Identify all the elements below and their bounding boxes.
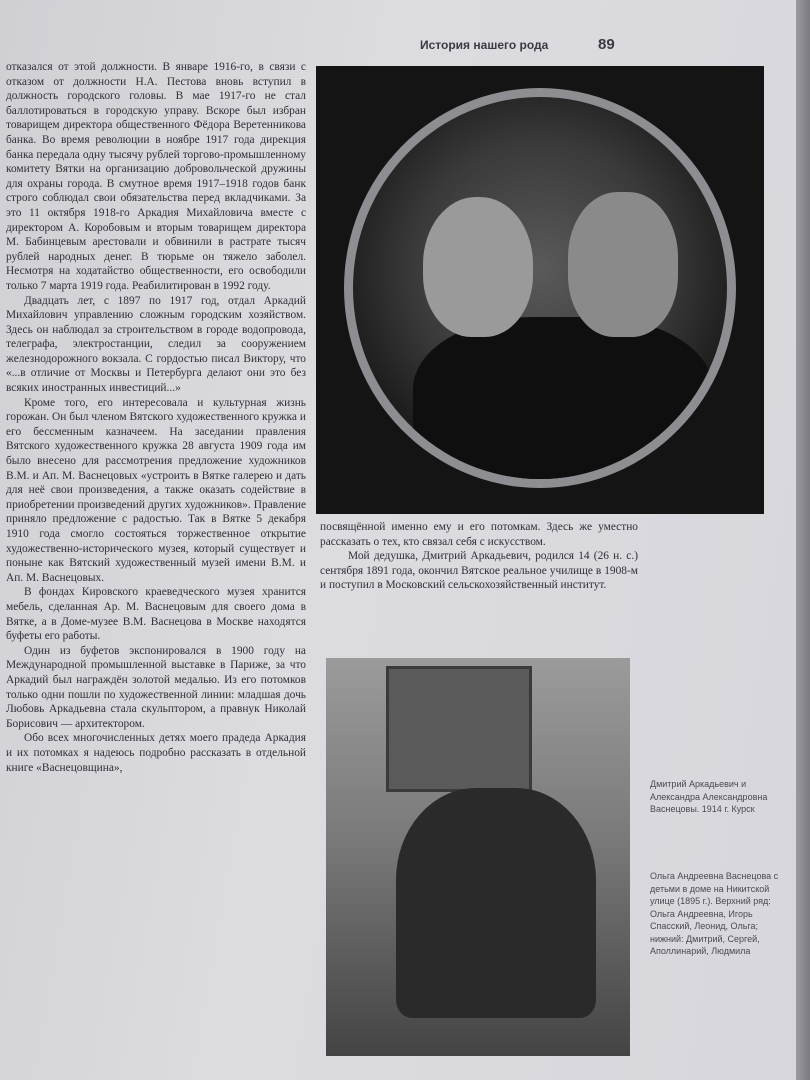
- group-silhouette: [396, 788, 596, 1018]
- paragraph: Мой дедушка, Дмитрий Аркадьевич, родился 14 (26 н. с.) сентября 1891 года, окончил Вятское реальное училище в 1908-м и поступил в Московский сельскохозяйственный институт.: [320, 550, 638, 592]
- portrait-photo: [316, 66, 764, 514]
- figure-silhouette: [413, 317, 713, 488]
- paragraph: Один из буфетов экспонировался в 1900 году на Международной промышленной выставке в Париже, за что Аркадий был награждён золотой медалью. Из его потомков только одни пошли по художественной линии: младшая дочь Любовь Аркадьевна стала скульптором, а правнук Николай Борисович — архитектором.: [6, 644, 306, 730]
- man-portrait: [568, 192, 678, 337]
- paragraph: Двадцать лет, с 1897 по 1917 год, отдал Аркадий Михайлович управлению сложным городским хозяйством. Здесь он наблюдал за строительством в городе водопровода, телеграфа, электростанции, следил за сооружением железнодорожного вокзала. С гордостью писал Виктору, что «...в отличие от Москвы и Петербурга делают они это без всяких иностранных инвестиций...»: [6, 294, 306, 395]
- oval-photo-frame: [344, 88, 736, 488]
- paragraph: отказался от этой должности. В январе 1916-го, в связи с отказом от должности Н.А. Пестова вновь вступил в должность городского головы. В мае 1917-го не стал баллотироваться в городскую управу. Вскоре был избран товарищем директора общественного Фёдора Веретенникова банка. Во время революции в ноябре 1917 года дирекция банка передала одну тысячу рублей торгово-промышленному комитету Вятки на организацию добровольческой дружины для охраны города. В смутное время 1917–1918 годов банк строго соблюдал свои обязательства перед вкладчиками. За это 11 октября 1918-го Аркадия Михайловича вместе с директором А. Коробовым и вторым товарищем директора М. Бабинцевым арестовали и обвинили в растрате тысяч рублей народных денег. В тюрьме он тяжело заболел. Несмотря на ходатайство общественности, его освободили только 7 марта 1919 года. Реабилитирован в 1992 году.: [6, 61, 306, 292]
- caption-text: Ольга Андреевна Васнецова с детьми в доме на Никитской улице (1895 г.). Верхний ряд: Ольга Андреевна, Игорь Спасский, Леонид, Ольга; нижний: Дмитрий, Сергей, Аполлинарий, Людмила: [650, 871, 779, 956]
- caption-text: Дмитрий Аркадьевич и Александра Александровна Васнецовы. 1914 г. Курск: [650, 779, 768, 814]
- paragraph: В фондах Кировского краеведческого музея хранится мебель, сделанная Ар. М. Васнецовым для своего дома в Вятке, а в Доме-музее В.М. Васнецова в Москве находятся буфеты его работы.: [6, 586, 306, 643]
- woman-portrait: [423, 197, 533, 337]
- photo-caption-2: [650, 870, 790, 958]
- paragraph: Кроме того, его интересовала и культурная жизнь горожан. Он был членом Вятского художественного кружка и его бессменным казначеем. На заседании правления Вятского художественного кружка 28 августа 1909 года им было внесено для рассмотрения предложение художников В.М. и Ап. М. Васнецовых «устроить в Вятке галерею и дать для неё свои произведения, а также оказать содействие в приобретении произведений других художников». Правление приняло предложение с радостью. Так в Вятке 5 декабря 1910 года смогло состояться торжественное открытие художественно-исторического музея, который существует и поныне как Вятский художественный музей имени В.М. и Ап. М. Васнецовых.: [6, 396, 306, 584]
- paragraph: посвящённой именно ему и его потомкам. Здесь же уместно рассказать о тех, кто связал себя с искусством.: [320, 521, 638, 548]
- wall-painting: [386, 666, 532, 792]
- page-edge: [796, 0, 810, 1080]
- photo-caption-1: [650, 778, 790, 816]
- running-header: История нашего рода: [420, 38, 549, 52]
- right-text-column: [320, 520, 638, 593]
- page-number: 89: [598, 36, 615, 53]
- left-text-column: [6, 60, 306, 775]
- family-group-photo: [326, 658, 630, 1056]
- paragraph: Обо всех многочисленных детях моего прадеда Аркадия и их потомках я надеюсь подробно рассказать в отдельной книге «Васнецовщина»,: [6, 732, 306, 774]
